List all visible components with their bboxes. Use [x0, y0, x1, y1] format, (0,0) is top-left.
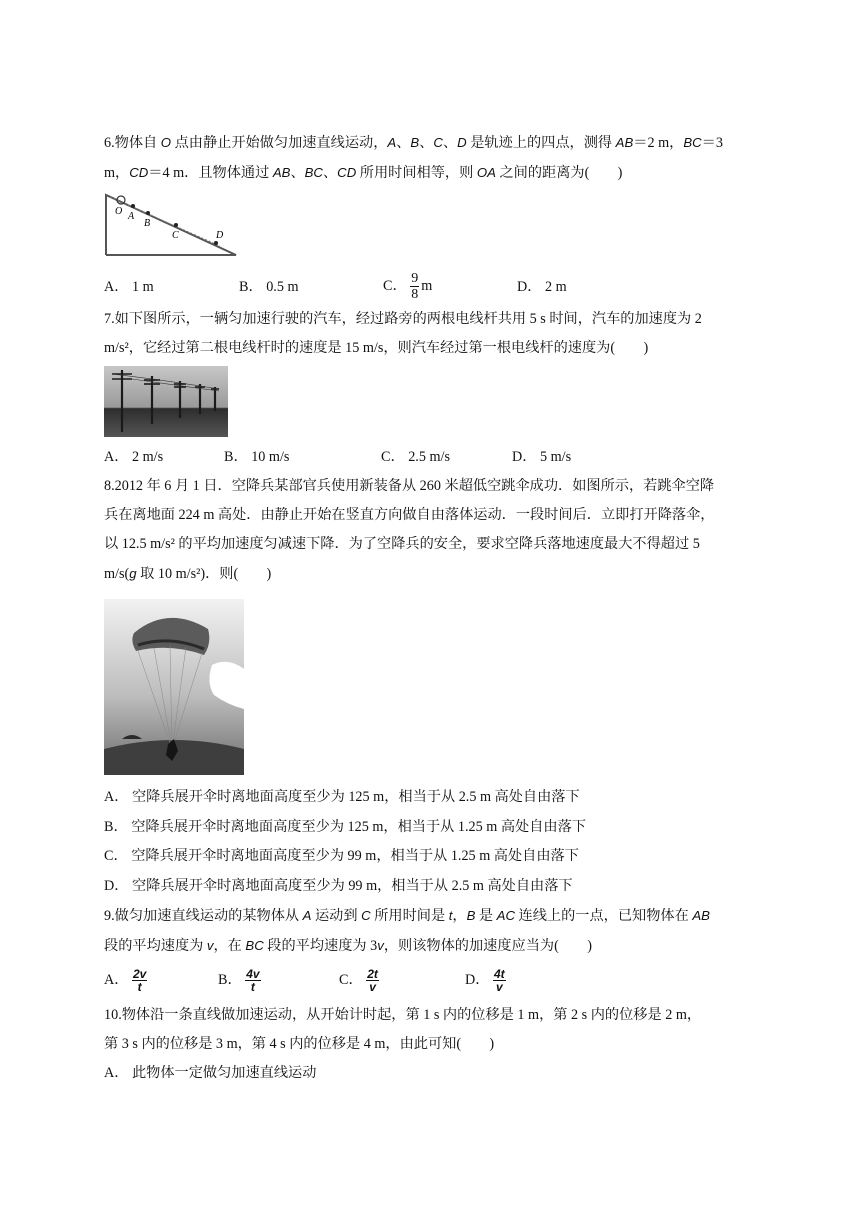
power-poles-photo: [104, 366, 228, 437]
incline-label-b: B: [144, 218, 151, 229]
question-9-option-c: C． $\frac{2t}{v}$: [339, 966, 378, 994]
question-6-text-line-2: m，CD＝4 m．且物体通过 AB、BC、CD 所用时间相等，则 OA 之间的距离为( ): [104, 165, 623, 181]
question-8-options: [104, 783, 754, 901]
question-8-text-line-1: 8.2012 年 6 月 1 日．空降兵某部官兵使用新装备从 260 米超低空跳伞成功．如图所示，若跳伞空降: [104, 478, 715, 494]
incline-label-c: C: [172, 230, 179, 241]
question-7-option-b: B． 10 m/s: [224, 449, 290, 465]
question-6-option-b: B． 0.5 m: [239, 279, 299, 295]
question-7-text-line-2: m/s²，它经过第二根电线杆时的速度是 15 m/s，则汽车经过第一根电线杆的速度为( ): [104, 340, 649, 356]
question-9-options: [104, 961, 754, 999]
question-7-options: [104, 441, 754, 471]
incline-diagram: [104, 191, 244, 261]
question-8-option-b: B． 空降兵展开伞时离地面高度至少为 125 m，相当于从 1.25 m 高处自由落下: [104, 818, 586, 835]
incline-label-a: A: [128, 211, 135, 222]
fraction-nine-eighths: $\frac{9}{8}$: [411, 270, 419, 302]
fraction-2t-over-v: $\frac{2t}{v}$: [367, 966, 378, 994]
question-6: [104, 128, 754, 304]
question-8-option-d: D． 空降兵展开伞时离地面高度至少为 99 m，相当于从 2.5 m 高处自由落下: [104, 877, 573, 894]
question-8: [104, 472, 754, 901]
question-9-text-line-2: 段的平均速度为 v，在 BC 段的平均速度为 3v，则该物体的加速度应当为( ): [104, 938, 592, 954]
question-7-option-c: C． 2.5 m/s: [381, 449, 450, 465]
question-7-option-a: A． 2 m/s: [104, 449, 164, 465]
question-8-text-line-2: 兵在离地面 224 m 高处．由静止开始在竖直方向做自由落体运动．一段时间后．立即打开降落伞，: [104, 507, 715, 523]
question-10-text-line-2: 第 3 s 内的位移是 3 m，第 4 s 内的位移是 4 m，由此可知( ): [104, 1036, 495, 1052]
question-6-text-line-1: 6.物体自 O 点由静止开始做匀加速直线运动，A、B、C、D 是轨迹上的四点，测得 AB＝2 m，BC＝3: [104, 135, 723, 151]
question-7-option-d: D． 5 m/s: [512, 449, 572, 465]
question-6-option-a: A． 1 m: [104, 279, 154, 295]
incline-label-d: D: [216, 230, 224, 241]
question-10-text-line-1: 10.物体沿一条直线做加速运动，从开始计时起，第 1 s 内的位移是 1 m，第 2 s 内的位移是 2 m，: [104, 1007, 702, 1023]
question-9: [104, 901, 754, 999]
question-8-text-line-4: m/s(g 取 10 m/s²)．则( ): [104, 566, 272, 582]
question-6-option-c: C． $\frac{9}{8}$ m: [383, 270, 433, 302]
fraction-4t-over-v: $\frac{4t}{v}$: [493, 966, 505, 994]
question-9-text-line-1: 9.做匀加速直线运动的某物体从 A 运动到 C 所用时间是 t，B 是 AC 连线上的一点，已知物体在 AB: [104, 908, 710, 924]
question-9-option-d: D． $\frac{4t}{v}$: [465, 966, 505, 994]
question-7: [104, 305, 754, 471]
question-8-option-c: C． 空降兵展开伞时离地面高度至少为 99 m，相当于从 1.25 m 高处自由落下: [104, 848, 579, 864]
question-8-option-a: A． 空降兵展开伞时离地面高度至少为 125 m，相当于从 2.5 m 高处自由落下: [104, 789, 580, 805]
question-9-option-b: B． $\frac{4v}{t}$: [218, 966, 260, 994]
question-10-option-a: A． 此物体一定做匀加速直线运动: [104, 1065, 317, 1081]
fraction-4v-over-t: $\frac{4v}{t}$: [246, 966, 260, 994]
question-6-options: [104, 268, 754, 304]
question-7-text-line-1: 7.如下图所示，一辆匀加速行驶的汽车，经过路旁的两根电线杆共用 5 s 时间，汽车的加速度为 2: [104, 311, 702, 327]
paratrooper-photo: [104, 599, 244, 775]
question-9-option-a: A． $\frac{2v}{t}$: [104, 966, 147, 994]
question-8-text-line-3: 以 12.5 m/s² 的平均加速度匀减速下降．为了空降兵的安全，要求空降兵落地速度最大不得超过 5: [104, 536, 700, 552]
incline-label-o: O: [115, 206, 123, 217]
document-page: [104, 128, 754, 1088]
question-6-option-d: D． 2 m: [517, 279, 567, 295]
fraction-2v-over-t: $\frac{2v}{t}$: [132, 966, 147, 994]
question-10: [104, 1001, 754, 1088]
